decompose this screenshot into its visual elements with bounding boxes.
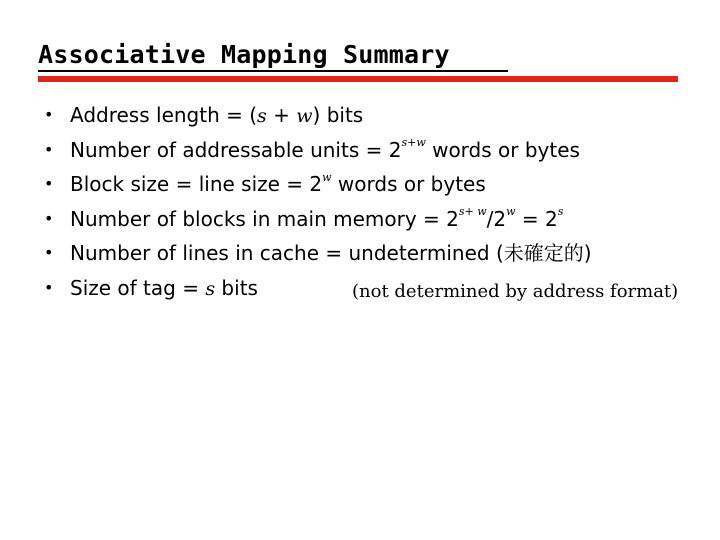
exponent: s <box>557 205 564 219</box>
var-w: w <box>296 105 313 127</box>
bullet-icon: • <box>44 277 54 297</box>
item-text: + <box>266 103 297 127</box>
bullet-item-blocks-in-memory <box>44 202 592 237</box>
title-underline <box>38 70 508 72</box>
bullet-icon: • <box>44 208 54 228</box>
item-text: Size of tag = <box>70 275 206 300</box>
item-text: Number of addressable units = 2 <box>70 137 402 162</box>
accent-rule <box>38 76 678 82</box>
item-text: Block size = line size = 2 <box>70 172 323 197</box>
bullet-icon: • <box>44 174 54 194</box>
bullet-item-addressable-units <box>44 133 592 168</box>
bullet-icon: • <box>44 139 54 159</box>
exponent: w <box>322 170 332 184</box>
item-text: ) bits <box>312 103 364 127</box>
exponent: s+ w <box>458 205 487 219</box>
bullet-list <box>44 98 592 306</box>
var-s: s <box>257 105 267 127</box>
exponent: s+w <box>401 135 426 149</box>
bullet-icon: • <box>44 243 54 263</box>
item-text: = 2 <box>515 206 558 231</box>
bullet-icon: • <box>44 105 54 124</box>
item-text: bits <box>215 275 258 300</box>
exponent: w <box>506 205 516 219</box>
item-text: /2 <box>486 206 507 231</box>
bullet-item-address-length <box>44 98 592 133</box>
bullet-item-lines-in-cache <box>44 236 592 271</box>
item-text: words or bytes <box>425 137 580 162</box>
address-format-note: (not determined by address format) <box>352 281 679 302</box>
item-text: Address length = ( <box>70 103 258 127</box>
item-text: words or bytes <box>331 172 486 197</box>
item-text: Number of blocks in main memory = 2 <box>70 206 459 231</box>
item-text: Number of lines in cache = undetermined (未確定的) <box>70 241 592 266</box>
bullet-item-block-size <box>44 167 592 202</box>
var-s: s <box>205 277 216 300</box>
slide-title: Associative Mapping Summary <box>38 40 450 69</box>
